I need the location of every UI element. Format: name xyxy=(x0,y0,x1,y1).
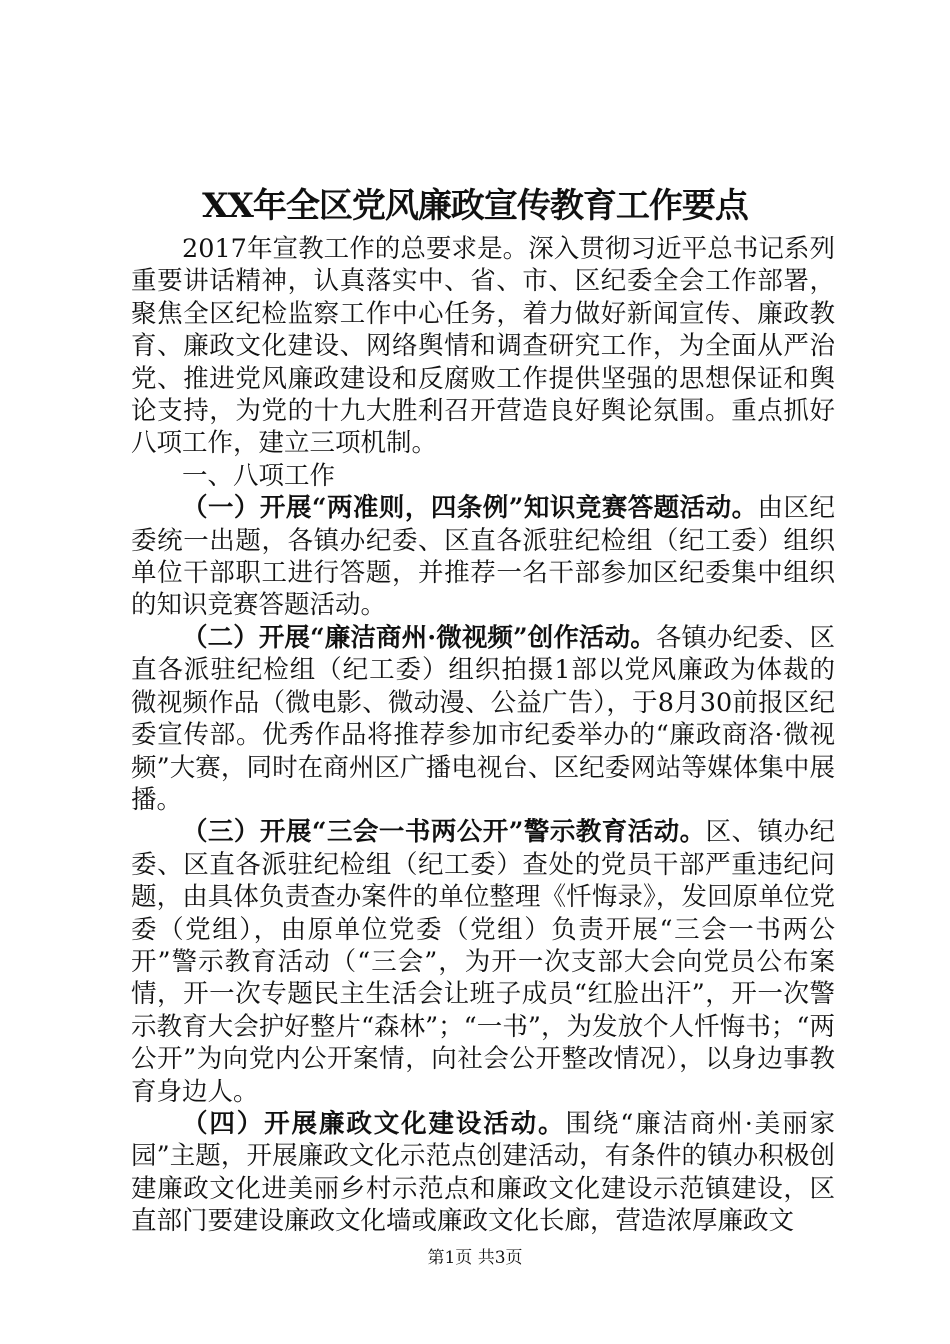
document-body xyxy=(131,233,835,1238)
item-body-2: 各镇办纪委、区直各派驻纪检组（纪工委）组织拍摄1部以党风廉政为体裁的微视频作品（微电影、微动漫、公益广告），于8月30前报区纪委宣传部。优秀作品将推荐参加市纪委举办的“廉政商洛·微视频”大赛，同时在商州区广播电视台、区纪委网站等媒体集中展播。 xyxy=(131,622,835,815)
page-title: XX年全区党风廉政宣传教育工作要点 xyxy=(202,186,748,226)
page-footer: 第1页 共3页 xyxy=(427,1248,523,1268)
item-paragraph-4 xyxy=(131,1108,835,1238)
intro-paragraph: 2017年宣教工作的总要求是。深入贯彻习近平总书记系列重要讲话精神，认真落实中、省、市、区纪委全会工作部署，聚焦全区纪检监察工作中心任务，着力做好新闻宣传、廉政教育、廉政文化建设、网络舆情和调查研究工作，为全面从严治党、推进党风廉政建设和反腐败工作提供坚强的思想保证和舆论支持，为党的十九大胜利召开营造良好舆论氛围。重点抓好八项工作，建立三项机制。 xyxy=(131,234,835,459)
section-heading: 一、八项工作 xyxy=(182,460,336,491)
item-body-1: 由区纪委统一出题，各镇办纪委、区直各派驻纪检组（纪工委）组织单位干部职工进行答题，并推荐一名干部参加区纪委集中组织的知识竞赛答题活动。 xyxy=(131,493,835,621)
item-heading-2: （二）开展“廉洁商州·微视频”创作活动。 xyxy=(182,622,656,653)
item-paragraph-3 xyxy=(131,816,835,1108)
item-body-4: 围绕“廉洁商州·美丽家园”主题，开展廉政文化示范点创建活动，有条件的镇办积极创建廉政文化进美丽乡村示范点和廉政文化建设示范镇建设，区直部门要建设廉政文化墙或廉政文化长廊，营造浓厚廉政文 xyxy=(131,1108,835,1237)
item-heading-1: （一）开展“两准则，四条例”知识竞赛答题活动。 xyxy=(182,493,758,524)
item-heading-4: （四）开展廉政文化建设活动。 xyxy=(182,1108,566,1139)
item-paragraph-1 xyxy=(131,492,835,622)
item-body-3: 区、镇办纪委、区直各派驻纪检组（纪工委）查处的党员干部严重违纪问题，由具体负责查办案件的单位整理《忏悔录》，发回原单位党委（党组），由原单位党委（党组）负责开展“三会一书两公开”警示教育活动（“三会”，为开一次支部大会向党员公布案情，开一次专题民主生活会让班子成员“红脸出汗”，开一次警示教育大会护好整片“森林”；“一书”，为发放个人忏悔书；“两公开”为向党内公开案情，向社会公开整改情况），以身边事教育身边人。 xyxy=(131,817,835,1107)
item-paragraph-2 xyxy=(131,622,835,816)
item-heading-3: （三）开展“三会一书两公开”警示教育活动。 xyxy=(182,817,706,848)
